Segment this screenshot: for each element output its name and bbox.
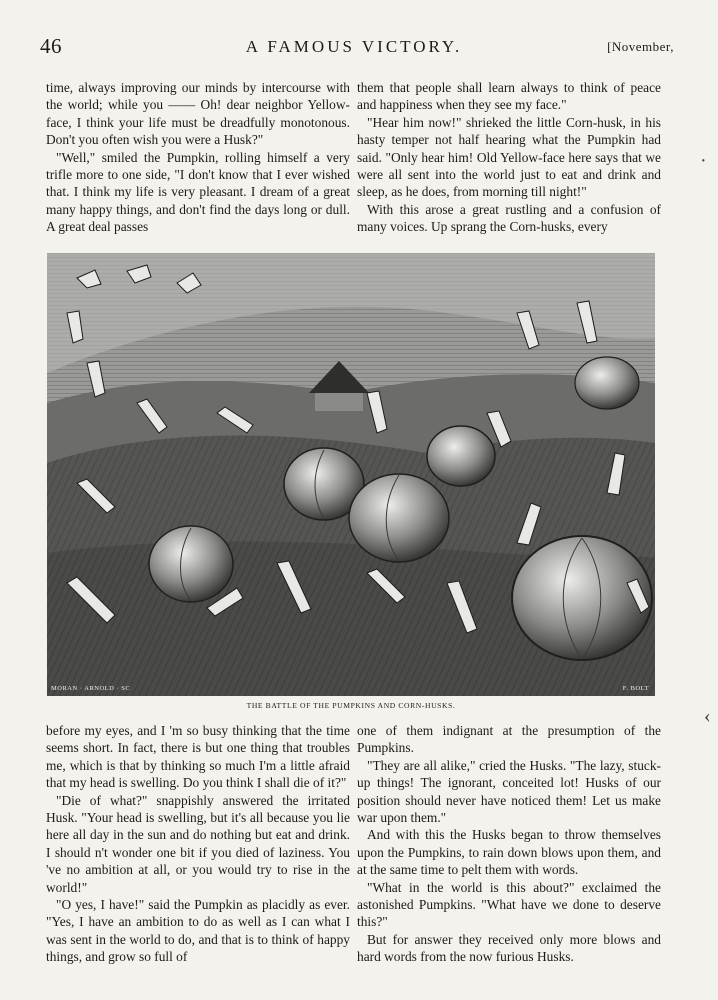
column-bottom-left — [46, 722, 350, 966]
paragraph: them that people shall learn always to think of peace and happiness when they see my face." — [357, 80, 661, 113]
pumpkin-battle-engraving — [47, 253, 655, 696]
paragraph: With this arose a great rustling and a confusion of many voices. Up sprang the Corn-husks, every — [357, 201, 661, 235]
column-bottom-right — [357, 722, 661, 966]
paragraph: "What in the world is this about?" exclaimed the astonished Pumpkins. "What have we done to deserve this?" — [357, 879, 661, 930]
engraver-signature: MORAN · ARNOLD · SC — [51, 685, 131, 692]
paragraph: "Die of what?" snappishly answered the irritated Husk. "Your head is swelling, but it's all because you lie here all day in the sun and do nothing but eat and drink. I should n't wonder one bit if you died of laziness. You 've no ambition at all, or you would try to rise in the world!" — [46, 792, 350, 895]
margin-mark: ‹ — [704, 705, 711, 727]
column-top-left — [46, 79, 350, 236]
paragraph: "Hear him now!" shrieked the little Corn-husk, in his hasty temper not half hearing what the Pumpkin had said. "Only hear him! Old Yellow-face here says that we were all sent into the world just to eat and drink and sleep, as he does, from morning till night!" — [357, 114, 661, 200]
engraving-illustration — [47, 253, 655, 696]
paragraph: And with this the Husks began to throw themselves upon the Pumpkins, to rain down blows upon them, and at the same time to pelt them with words. — [357, 827, 661, 878]
paragraph: "They are all alike," cried the Husks. "The lazy, stuck-up things! The ignorant, conceited lot! Husks of our position should never have noticed them! Let us make war upon them." — [357, 757, 661, 826]
running-month: [November, — [607, 39, 674, 54]
running-header — [40, 34, 674, 58]
paragraph: "O yes, I have!" said the Pumpkin as placidly as ever. "Yes, I have an ambition to do as well as I can what I was sent in the world to do, and that is to think of happy things, and grow so full of — [46, 897, 350, 965]
column-top-right — [357, 79, 661, 236]
paragraph: before my eyes, and I 'm so busy thinking that the time seems short. In fact, there is but one thing that troubles me, which is that by thinking so much I'm a little afraid that my head is swelling. Do you think I shall die of it?" — [46, 723, 350, 791]
margin-mark: · — [700, 150, 707, 172]
paragraph: time, always improving our minds by intercourse with the world; while you —— Oh! dear neighbor Yellow-face, I think your life must be dreadfully monotonous. Don't you often wish you were a Husk?" — [46, 80, 350, 148]
artist-signature: F. BOLT — [622, 685, 649, 692]
paragraph: "Well," smiled the Pumpkin, rolling himself a very trifle more to one side, "I don't know that I ever wished that. I think my life is very pleasant. I dream of a great many happy things, and don't find the days long or dull. A great deal passes — [46, 149, 350, 235]
running-title: A FAMOUS VICTORY. — [245, 37, 463, 56]
page-number: 46 — [40, 34, 62, 58]
paragraph: one of them indignant at the presumption of the Pumpkins. — [357, 723, 661, 756]
illustration-caption: THE BATTLE OF THE PUMPKINS AND CORN-HUSKS. — [246, 701, 456, 710]
paragraph: But for answer they received only more blows and hard words from the now furious Husks. — [357, 931, 661, 965]
